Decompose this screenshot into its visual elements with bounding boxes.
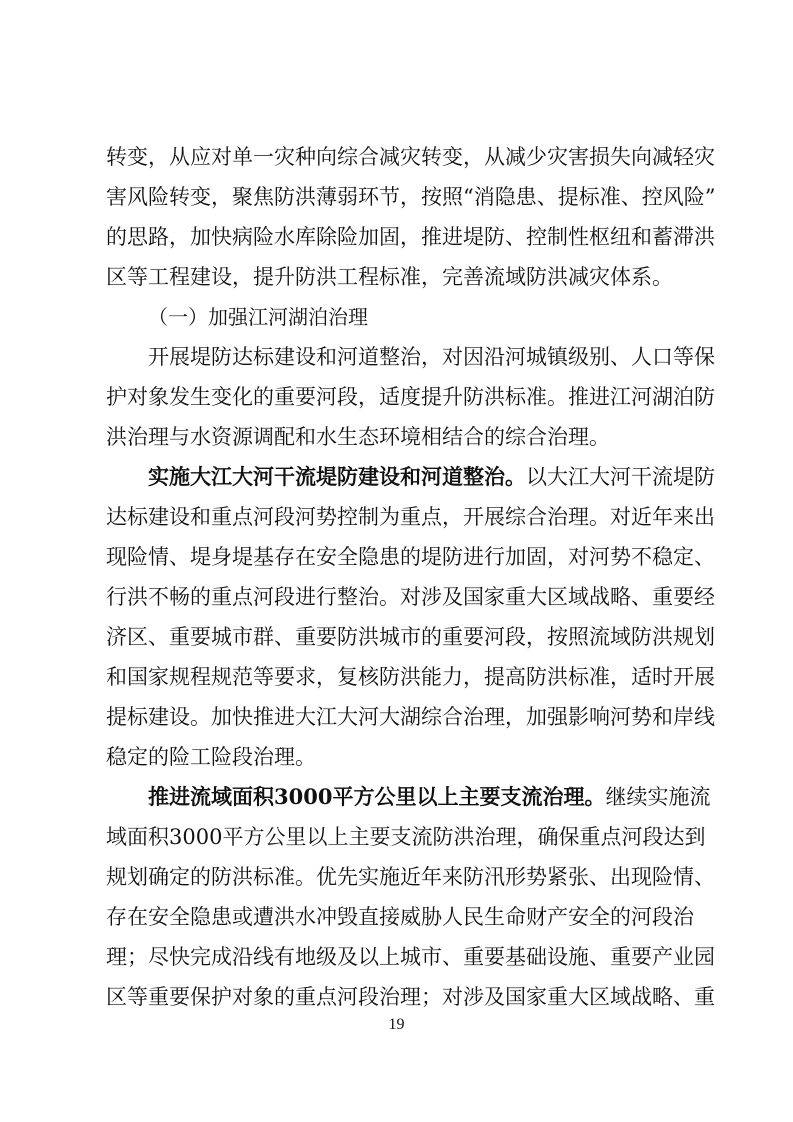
text-line: 的思路，加快病险水库除险加固，推进堤防、控制性枢纽和蓄滞洪 — [106, 225, 715, 249]
paragraph — [106, 777, 715, 1017]
section-heading: （一）加强江河湖泊治理 — [148, 305, 368, 329]
paragraph — [106, 137, 716, 297]
paragraph — [106, 457, 715, 777]
text-line — [106, 457, 715, 497]
text-line: 域面积3000平方公里以上主要支流防洪治理，确保重点河段达到 — [106, 825, 706, 849]
paragraph — [106, 337, 715, 457]
text-line: 害风险转变，聚焦防洪薄弱环节，按照“消隐患、提标准、控风险” — [106, 185, 716, 209]
text-line — [106, 777, 711, 817]
text-line: 和国家规程规范等要求，复核防洪能力，提高防洪标准，适时开展 — [106, 665, 715, 689]
text-line: 提标建设。加快推进大江大河大湖综合治理，加强影响河势和岸线 — [106, 705, 715, 729]
text-line: 护对象发生变化的重要河段，适度提升防洪标准。推进江河湖泊防 — [106, 385, 715, 409]
text-line: 稳定的险工险段治理。 — [106, 745, 316, 769]
text-line: 规划确定的防洪标准。优先实施近年来防汛形势紧张、出现险情、 — [106, 865, 715, 889]
text-line: 济区、重要城市群、重要防洪城市的重要河段，按照流域防洪规划 — [106, 625, 715, 649]
text-run: 以大江大河干流堤防 — [526, 465, 715, 489]
bold-lead: 实施大江大河干流堤防建设和河道整治。 — [148, 464, 526, 489]
body-text — [106, 137, 716, 1017]
text-line: 达标建设和重点河段河势控制为重点，开展综合治理。对近年来出 — [106, 505, 715, 529]
page-number: 19 — [388, 1016, 405, 1033]
text-line: 存在安全隐患或遭洪水冲毁直接威胁人民生命财产安全的河段治 — [106, 905, 694, 929]
text-line: 开展堤防达标建设和河道整治，对因沿河城镇级别、人口等保 — [148, 345, 715, 369]
text-line: 区等工程建设，提升防洪工程标准，完善流域防洪减灾体系。 — [106, 265, 673, 289]
text-line: 现险情、堤身堤基存在安全隐患的堤防进行加固，对河势不稳定、 — [106, 545, 715, 569]
text-line: 区等重要保护对象的重点河段治理；对涉及国家重大区域战略、重 — [106, 985, 715, 1009]
bold-lead: 推进流域面积3000平方公里以上主要支流治理。 — [148, 784, 606, 809]
text-line: 理；尽快完成沿线有地级及以上城市、重要基础设施、重要产业园 — [106, 945, 715, 969]
text-line: 转变，从应对单一灾种向综合减灾转变，从减少灾害损失向减轻灾 — [106, 145, 715, 169]
text-line: 洪治理与水资源调配和水生态环境相结合的综合治理。 — [106, 425, 610, 449]
text-line: 行洪不畅的重点河段进行整治。对涉及国家重大区域战略、重要经 — [106, 585, 715, 609]
text-run: 继续实施流 — [605, 785, 711, 809]
